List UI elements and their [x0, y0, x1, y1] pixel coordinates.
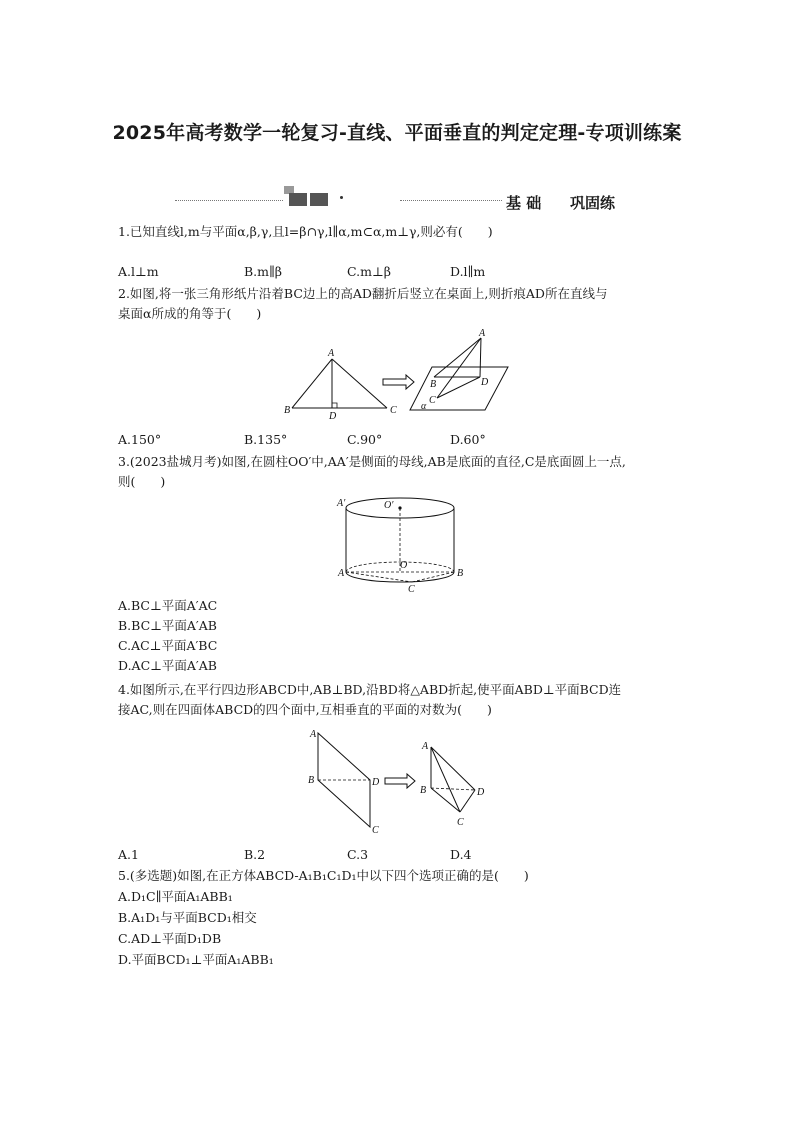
page-title: 2025年高考数学一轮复习-直线、平面垂直的判定定理-专项训练案	[112, 122, 682, 144]
label-c: C	[408, 584, 415, 594]
question-1-option-d: D.l∥m	[450, 264, 486, 279]
section-marker-block-1	[289, 193, 307, 206]
label-a: A	[310, 729, 317, 740]
label-c: C	[429, 395, 436, 406]
question-2-figure	[280, 325, 540, 425]
question-3-stem-line-2: 则( )	[118, 474, 166, 489]
question-2-option-b: B.135°	[244, 432, 288, 447]
label-d: D	[477, 787, 485, 798]
question-5-option-c: C.AD⊥平面D₁DB	[118, 931, 222, 946]
label-o-prime: O′	[384, 500, 394, 511]
label-b: B	[420, 785, 427, 796]
dotted-divider-right	[400, 200, 502, 201]
question-1-stem: 1.已知直线l,m与平面α,β,γ,且l=β∩γ,l∥α,m⊂α,m⊥γ,则必有( )	[118, 224, 493, 239]
label-c: C	[457, 817, 464, 828]
label-d: D	[372, 777, 380, 788]
label-d: D	[481, 377, 489, 388]
label-a: A	[479, 328, 486, 339]
folded-figure	[410, 328, 508, 412]
label-b: B	[284, 405, 291, 416]
tetrahedron-figure	[420, 741, 485, 828]
label-a: A	[338, 568, 345, 579]
question-1-option-c: C.m⊥β	[347, 264, 391, 279]
question-4-option-a: A.1	[118, 847, 139, 862]
question-3-option-b: B.BC⊥平面A′AB	[118, 618, 217, 633]
question-2-stem-line-1: 2.如图,将一张三角形纸片沿着BC边上的高AD翻折后竖立在桌面上,则折痕AD所在直线与	[118, 286, 608, 301]
label-a-prime: A′	[337, 498, 346, 509]
question-3-option-c: C.AC⊥平面A′BC	[118, 638, 218, 653]
question-4-option-b: B.2	[244, 847, 266, 862]
fold-arrow	[385, 774, 415, 788]
question-3-cylinder-figure	[330, 494, 470, 594]
question-4-stem-line-2: 接AC,则在四面体ABCD的四个面中,互相垂直的平面的对数为( )	[118, 702, 492, 717]
question-4-figure	[300, 725, 500, 840]
question-2-option-a: A.150°	[118, 432, 162, 447]
dotted-divider-left	[175, 200, 283, 201]
label-alpha: α	[421, 401, 427, 412]
parallelogram-figure	[308, 729, 380, 836]
label-c: C	[390, 405, 397, 416]
question-5-stem: 5.(多选题)如图,在正方体ABCD-A₁B₁C₁D₁中以下四个选项正确的是( )	[118, 868, 529, 883]
triangle-figure	[284, 348, 397, 422]
question-3-stem-line-1: 3.(2023盐城月考)如图,在圆柱OO′中,AA′是侧面的母线,AB是底面的直径,C是底面圆上一点,	[118, 454, 626, 469]
question-4-stem-line-1: 4.如图所示,在平行四边形ABCD中,AB⊥BD,沿BD将△ABD折起,使平面ABD⊥平面BCD连	[118, 682, 622, 697]
question-2-option-c: C.90°	[347, 432, 383, 447]
label-b: B	[457, 568, 464, 579]
question-5-option-a: A.D₁C∥平面A₁ABB₁	[118, 889, 233, 904]
question-3-option-a: A.BC⊥平面A′AC	[118, 598, 218, 613]
label-b: B	[308, 775, 315, 786]
question-3-option-d: D.AC⊥平面A′AB	[118, 658, 217, 673]
question-4-option-d: D.4	[450, 847, 472, 862]
question-1-option-b: B.m∥β	[244, 264, 283, 279]
label-a: A	[328, 348, 335, 359]
section-marker-block-2	[310, 193, 328, 206]
section-label-practice: 巩固练	[570, 194, 616, 212]
question-2-stem-line-2: 桌面α所成的角等于( )	[118, 306, 262, 321]
label-c: C	[372, 825, 379, 836]
label-a: A	[422, 741, 429, 752]
question-1-option-a: A.l⊥m	[118, 264, 159, 279]
question-4-option-c: C.3	[347, 847, 369, 862]
question-5-option-d: D.平面BCD₁⊥平面A₁ABB₁	[118, 952, 274, 967]
label-b: B	[430, 379, 437, 390]
label-d: D	[329, 411, 337, 422]
question-5-option-b: B.A₁D₁与平面BCD₁相交	[118, 910, 257, 925]
section-label-basic: 基 础	[506, 194, 542, 212]
fold-arrow	[383, 375, 414, 389]
label-o: O	[400, 560, 408, 571]
question-2-option-d: D.60°	[450, 432, 486, 447]
section-marker-dot	[340, 196, 343, 199]
